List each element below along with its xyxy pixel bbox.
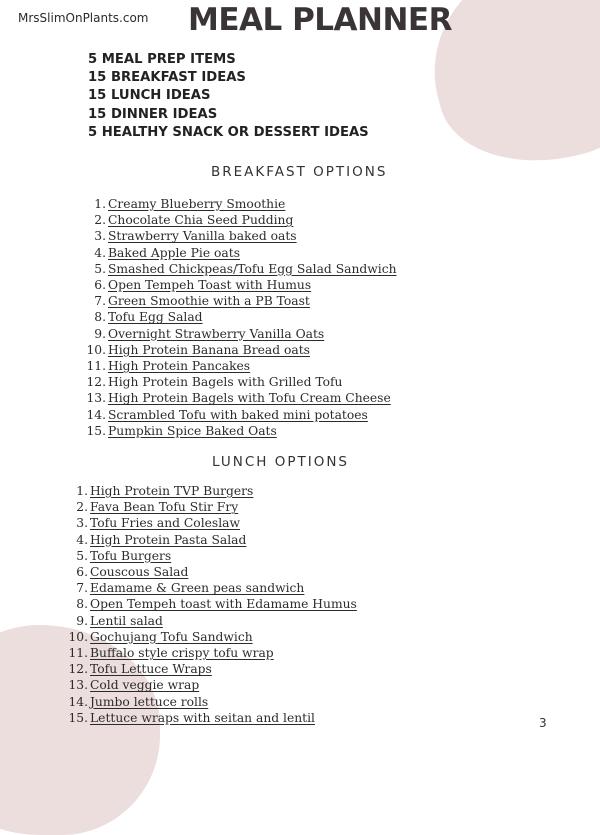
- breakfast-recipe-link[interactable]: Green Smoothie with a PB Toast: [108, 294, 310, 309]
- lunch-item: [66, 532, 357, 548]
- lunch-item: [66, 694, 357, 710]
- breakfast-item: [84, 277, 397, 293]
- breakfast-recipe-link[interactable]: Smashed Chickpeas/Tofu Egg Salad Sandwich: [108, 261, 397, 276]
- breakfast-recipe-link[interactable]: Open Tempeh Toast with Humus: [108, 278, 312, 293]
- feature-item: 15 BREAKFAST IDEAS: [88, 70, 246, 86]
- lunch-recipe-link[interactable]: Buffalo style crispy tofu wrap: [90, 646, 274, 661]
- breakfast-recipe-link[interactable]: High Protein Banana Bread oats: [108, 342, 310, 357]
- breakfast-recipe-link[interactable]: High Protein Bagels with Tofu Cream Cheese: [108, 391, 391, 406]
- list-number: 5.: [94, 261, 106, 276]
- list-number: 5.: [76, 548, 88, 563]
- feature-item: 15 DINNER IDEAS: [88, 106, 218, 122]
- feature-item: 5 HEALTHY SNACK OR DESSERT IDEAS: [88, 124, 369, 140]
- lunch-recipe-link[interactable]: Lettuce wraps with seitan and lentil: [90, 710, 315, 725]
- lunch-recipe-link[interactable]: Open Tempeh toast with Edamame Humus: [90, 597, 357, 612]
- lunch-item: [66, 499, 357, 515]
- breakfast-item: [84, 358, 397, 374]
- lunch-item: [66, 710, 357, 726]
- page-number: 3: [539, 716, 547, 730]
- list-number: 1.: [94, 197, 106, 211]
- feature-item: 5 MEAL PREP ITEMS: [88, 52, 236, 67]
- list-number: 8.: [76, 597, 88, 612]
- breakfast-item: [84, 423, 397, 439]
- list-number: 11.: [86, 359, 106, 374]
- breakfast-recipe-link[interactable]: Strawberry Vanilla baked oats: [108, 229, 297, 244]
- lunch-item: [66, 677, 357, 693]
- breakfast-recipe-link[interactable]: Tofu Egg Salad: [108, 310, 203, 325]
- lunch-list: [66, 483, 357, 726]
- lunch-recipe-link[interactable]: Tofu Fries and Coleslaw: [90, 516, 241, 531]
- list-number: 15.: [68, 710, 88, 725]
- list-number: 6.: [76, 565, 88, 580]
- list-number: 4.: [94, 245, 106, 260]
- list-number: 10.: [86, 342, 106, 357]
- lunch-recipe-link[interactable]: Tofu Burgers: [90, 548, 172, 563]
- list-number: 12.: [86, 375, 106, 390]
- list-number: 15.: [86, 423, 106, 438]
- lunch-recipe-link[interactable]: Lentil salad: [90, 613, 163, 628]
- lunch-recipe-link[interactable]: Fava Bean Tofu Stir Fry: [90, 500, 239, 515]
- list-number: 7.: [94, 294, 106, 309]
- list-number: 13.: [68, 678, 88, 693]
- lunch-item: [66, 483, 357, 499]
- list-number: 14.: [68, 694, 88, 709]
- list-number: 2.: [94, 213, 106, 228]
- lunch-item: [66, 548, 357, 564]
- lunch-recipe-link[interactable]: High Protein Pasta Salad: [90, 532, 247, 547]
- breakfast-recipe-link[interactable]: Chocolate Chia Seed Pudding: [108, 213, 294, 228]
- list-number: 1.: [76, 484, 88, 498]
- breakfast-recipe-link[interactable]: Pumpkin Spice Baked Oats: [108, 423, 277, 438]
- lunch-recipe-link[interactable]: Couscous Salad: [90, 565, 189, 580]
- breakfast-recipe-link[interactable]: Baked Apple Pie oats: [108, 245, 240, 260]
- site-name: MrsSlimOnPlants.com: [18, 11, 149, 25]
- lunch-item: [66, 580, 357, 596]
- lunch-recipe-link[interactable]: Edamame & Green peas sandwich: [90, 581, 305, 596]
- lunch-item: [66, 661, 357, 677]
- breakfast-item: [84, 245, 397, 261]
- breakfast-item: [84, 326, 397, 342]
- breakfast-recipe-link[interactable]: High Protein Pancakes: [108, 359, 251, 374]
- breakfast-recipe-link[interactable]: Creamy Blueberry Smoothie: [108, 197, 286, 211]
- list-number: 10.: [68, 629, 88, 644]
- lunch-recipe-link[interactable]: Cold veggie wrap: [90, 678, 200, 693]
- breakfast-item: [84, 261, 397, 277]
- breakfast-recipe-link[interactable]: Overnight Strawberry Vanilla Oats: [108, 326, 325, 341]
- lunch-item: [66, 629, 357, 645]
- lunch-recipe-link[interactable]: Jumbo lettuce rolls: [90, 694, 209, 709]
- list-number: 11.: [68, 646, 88, 661]
- breakfast-recipe-link[interactable]: Scrambled Tofu with baked mini potatoes: [108, 407, 368, 422]
- list-number: 7.: [76, 581, 88, 596]
- feature-item: 15 LUNCH IDEAS: [88, 88, 211, 104]
- list-number: 8.: [94, 310, 106, 325]
- list-number: 3.: [94, 229, 106, 244]
- list-number: 4.: [76, 532, 88, 547]
- feature-list: [88, 51, 369, 142]
- breakfast-item: [84, 228, 397, 244]
- lunch-item: [66, 645, 357, 661]
- list-number: 9.: [94, 326, 106, 341]
- list-number: 13.: [86, 391, 106, 406]
- breakfast-item: [84, 196, 397, 212]
- list-number: 12.: [68, 662, 88, 677]
- list-number: 2.: [76, 500, 88, 515]
- breakfast-recipe-text: High Protein Bagels with Grilled Tofu: [108, 375, 343, 390]
- lunch-item: [66, 564, 357, 580]
- breakfast-item: [84, 212, 397, 228]
- lunch-item: [66, 596, 357, 612]
- lunch-item: [66, 515, 357, 531]
- breakfast-item: [84, 293, 397, 309]
- breakfast-item: [84, 390, 397, 406]
- list-number: 6.: [94, 278, 106, 293]
- lunch-item: [66, 613, 357, 629]
- lunch-heading: LUNCH OPTIONS: [212, 454, 349, 470]
- breakfast-list: [84, 196, 397, 439]
- list-number: 9.: [76, 613, 88, 628]
- breakfast-item: [84, 407, 397, 423]
- lunch-recipe-link[interactable]: High Protein TVP Burgers: [90, 484, 254, 498]
- breakfast-item: [84, 309, 397, 325]
- breakfast-item: [84, 342, 397, 358]
- lunch-recipe-link[interactable]: Tofu Lettuce Wraps: [90, 662, 212, 677]
- list-number: 3.: [76, 516, 88, 531]
- page-title: MEAL PLANNER: [188, 2, 452, 38]
- breakfast-heading: BREAKFAST OPTIONS: [211, 164, 388, 180]
- breakfast-item: [84, 374, 397, 390]
- list-number: 14.: [86, 407, 106, 422]
- lunch-recipe-link[interactable]: Gochujang Tofu Sandwich: [90, 629, 253, 644]
